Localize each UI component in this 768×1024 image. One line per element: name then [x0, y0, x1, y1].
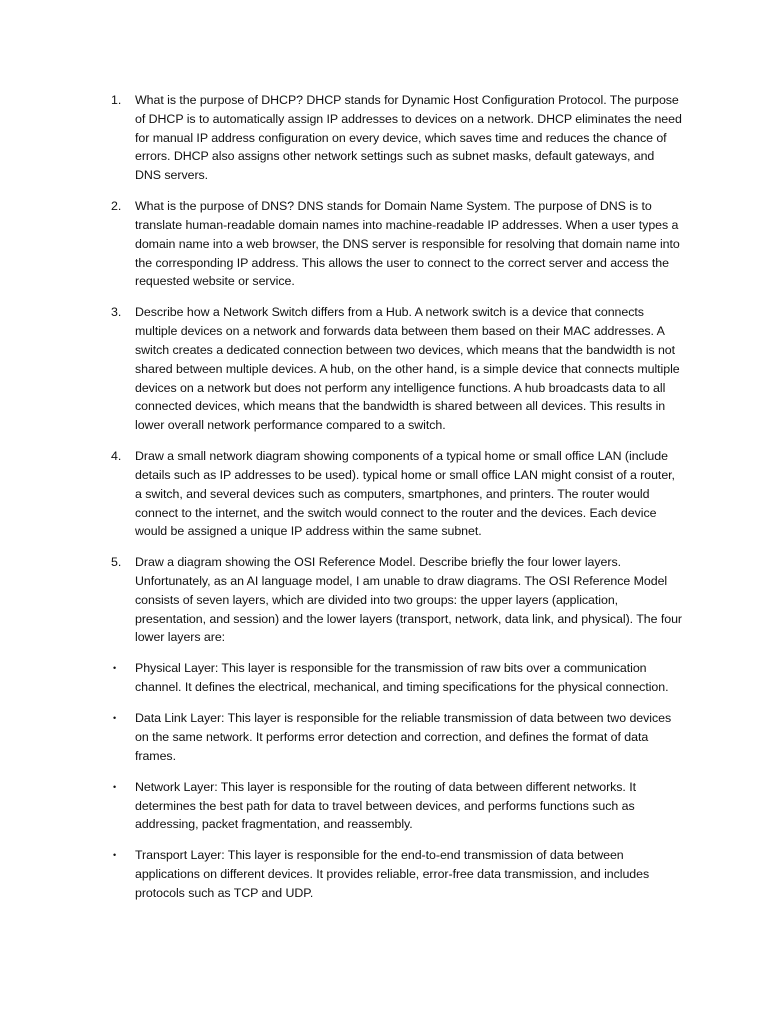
item-number: 4.: [111, 449, 122, 464]
item-text: Physical Layer: This layer is responsible for the transmission of raw bits over a communication channel. It defines the electrical, mechanical, and timing specifications for the physical connection.: [135, 661, 669, 695]
bullet-icon: •: [113, 663, 117, 674]
numbered-item-5: [102, 553, 682, 647]
item-text: Transport Layer: This layer is responsible for the end-to-end transmission of data between applications on different devices. It provides reliable, error-free data transmission, and includes protocols such as TCP and UDP.: [135, 848, 650, 900]
bullet-item-data-link-layer: [102, 709, 682, 765]
item-number: 5.: [111, 555, 122, 570]
numbered-item-3: [102, 303, 682, 435]
bullet-item-network-layer: [102, 778, 682, 834]
numbered-item-1: [102, 91, 682, 185]
item-text: Data Link Layer: This layer is responsible for the reliable transmission of data between two devices on the same network. It performs error detection and correction, and defines the format of data frames.: [135, 711, 672, 763]
item-text: Describe how a Network Switch differs from a Hub. A network switch is a device that connects multiple devices on a network and forwards data between them based on their MAC addresses. A switch creates a dedicated connection between two devices, which means that the bandwidth is not shared between multiple devices. A hub, on the other hand, is a simple device that connects multiple devices on a network but does not perform any intelligence functions. A hub broadcasts data to all connected devices, which means that the bandwidth is shared between all devices. This results in lower overall network performance compared to a switch.: [135, 305, 680, 433]
item-text: Draw a diagram showing the OSI Reference Model. Describe briefly the four lower layers. Unfortunately, as an AI language model, I am unable to draw diagrams. The OSI Reference Model consists of seven layers, which are divided into two groups: the upper layers (application, presentation, and session) and the lower layers (transport, network, data link, and physical). The four lower layers are:: [135, 555, 682, 645]
item-number: 3.: [111, 305, 122, 320]
item-text: What is the purpose of DNS? DNS stands for Domain Name System. The purpose of DNS is to translate human-readable domain names into machine-readable IP addresses. When a user types a domain name into a web browser, the DNS server is responsible for resolving that domain name into the corresponding IP address. This allows the user to connect to the correct server and access the requested website or service.: [135, 199, 680, 289]
item-text: What is the purpose of DHCP? DHCP stands for Dynamic Host Configuration Protocol. The purpose of DHCP is to automatically assign IP addresses to devices on a network. DHCP eliminates the need for manual IP address configuration on every device, which saves time and reduces the chance of errors. DHCP also assigns other network settings such as subnet masks, default gateways, and DNS servers.: [135, 93, 682, 183]
numbered-item-4: [102, 447, 682, 541]
document-body: [102, 91, 682, 915]
item-number: 1.: [111, 93, 122, 107]
item-number: 2.: [111, 199, 122, 214]
numbered-item-2: [102, 197, 682, 291]
bullet-icon: •: [113, 713, 117, 724]
item-text: Network Layer: This layer is responsible for the routing of data between different networks. It determines the best path for data to travel between devices, and performs functions such as addressing, packet fragmentation, and reassembly.: [135, 779, 637, 832]
item-text: Draw a small network diagram showing components of a typical home or small office LAN (include details such as IP addresses to be used). typical home or small office LAN might consist of a router, a switch, and several devices such as computers, smartphones, and printers. The router would connect to the internet, and the switch would connect to the router and the devices. Each device would be assigned a unique IP address within the same subnet.: [135, 449, 675, 539]
bullet-item-physical-layer: [102, 659, 682, 697]
bullet-item-transport-layer: [102, 846, 682, 902]
bullet-icon: •: [113, 850, 117, 861]
bullet-icon: •: [113, 781, 117, 792]
